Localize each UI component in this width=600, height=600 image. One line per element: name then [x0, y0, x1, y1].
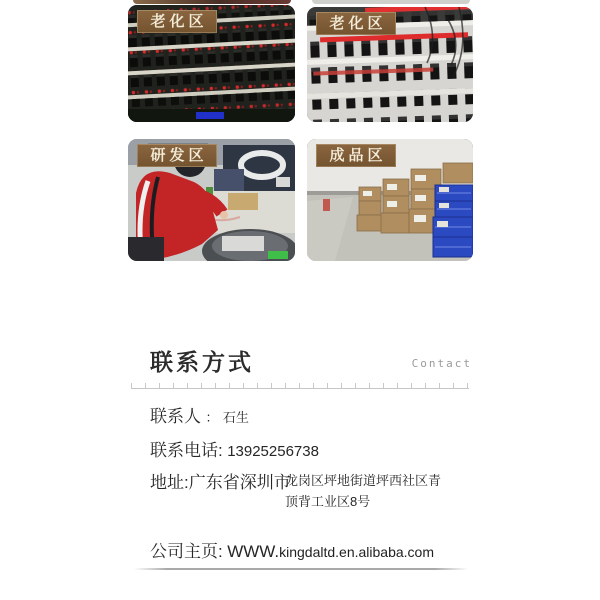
address-detail-line2: 顶背工业区8号 [285, 494, 371, 509]
contact-person-label: 联系人 [150, 407, 201, 426]
contact-section-title-en: Contact [411, 357, 472, 370]
bottom-divider [134, 568, 468, 570]
contact-phone-value: 13925256738 [227, 443, 319, 460]
factory-photo-aging-area-2 [307, 7, 473, 122]
homepage-www: WWW. [227, 542, 280, 561]
homepage-label: 公司主页: [150, 542, 223, 561]
factory-photo-rd-area [128, 139, 295, 261]
ruler-divider [131, 383, 469, 389]
contact-phone-row [150, 436, 319, 461]
area-badge-label: 老化区 [329, 14, 387, 32]
contact-person-row [150, 402, 249, 427]
factory-photo-aging-area-1 [128, 5, 295, 122]
factory-photo-finished-goods-area [307, 139, 473, 261]
contact-person-value: 石生 [222, 410, 249, 425]
area-badge-label: 成品区 [329, 146, 387, 164]
cropped-photo-edge-left [133, 0, 291, 4]
area-badge [137, 144, 217, 167]
address-detail [285, 470, 460, 512]
area-badge [137, 10, 217, 33]
contact-section-title: 联系方式 [150, 349, 254, 375]
contact-person-colon: ： [205, 410, 219, 425]
address-city: 广东省深圳市 [188, 473, 291, 492]
area-badge-label: 老化区 [150, 12, 208, 30]
homepage-url-link[interactable]: kingdaltd.en.alibaba.com [279, 544, 434, 560]
area-badge [316, 144, 396, 167]
cropped-photo-edge-right [312, 0, 470, 4]
address-detail-line1: 龙岗区坪地街道坪西社区青 [285, 473, 442, 488]
address-label: 地址: [150, 473, 189, 492]
contact-phone-label: 联系电话: [150, 441, 223, 460]
page-content [128, 0, 474, 600]
address-row [150, 468, 291, 493]
area-badge-label: 研发区 [150, 146, 208, 164]
homepage-row [150, 537, 434, 562]
area-badge [316, 12, 396, 35]
